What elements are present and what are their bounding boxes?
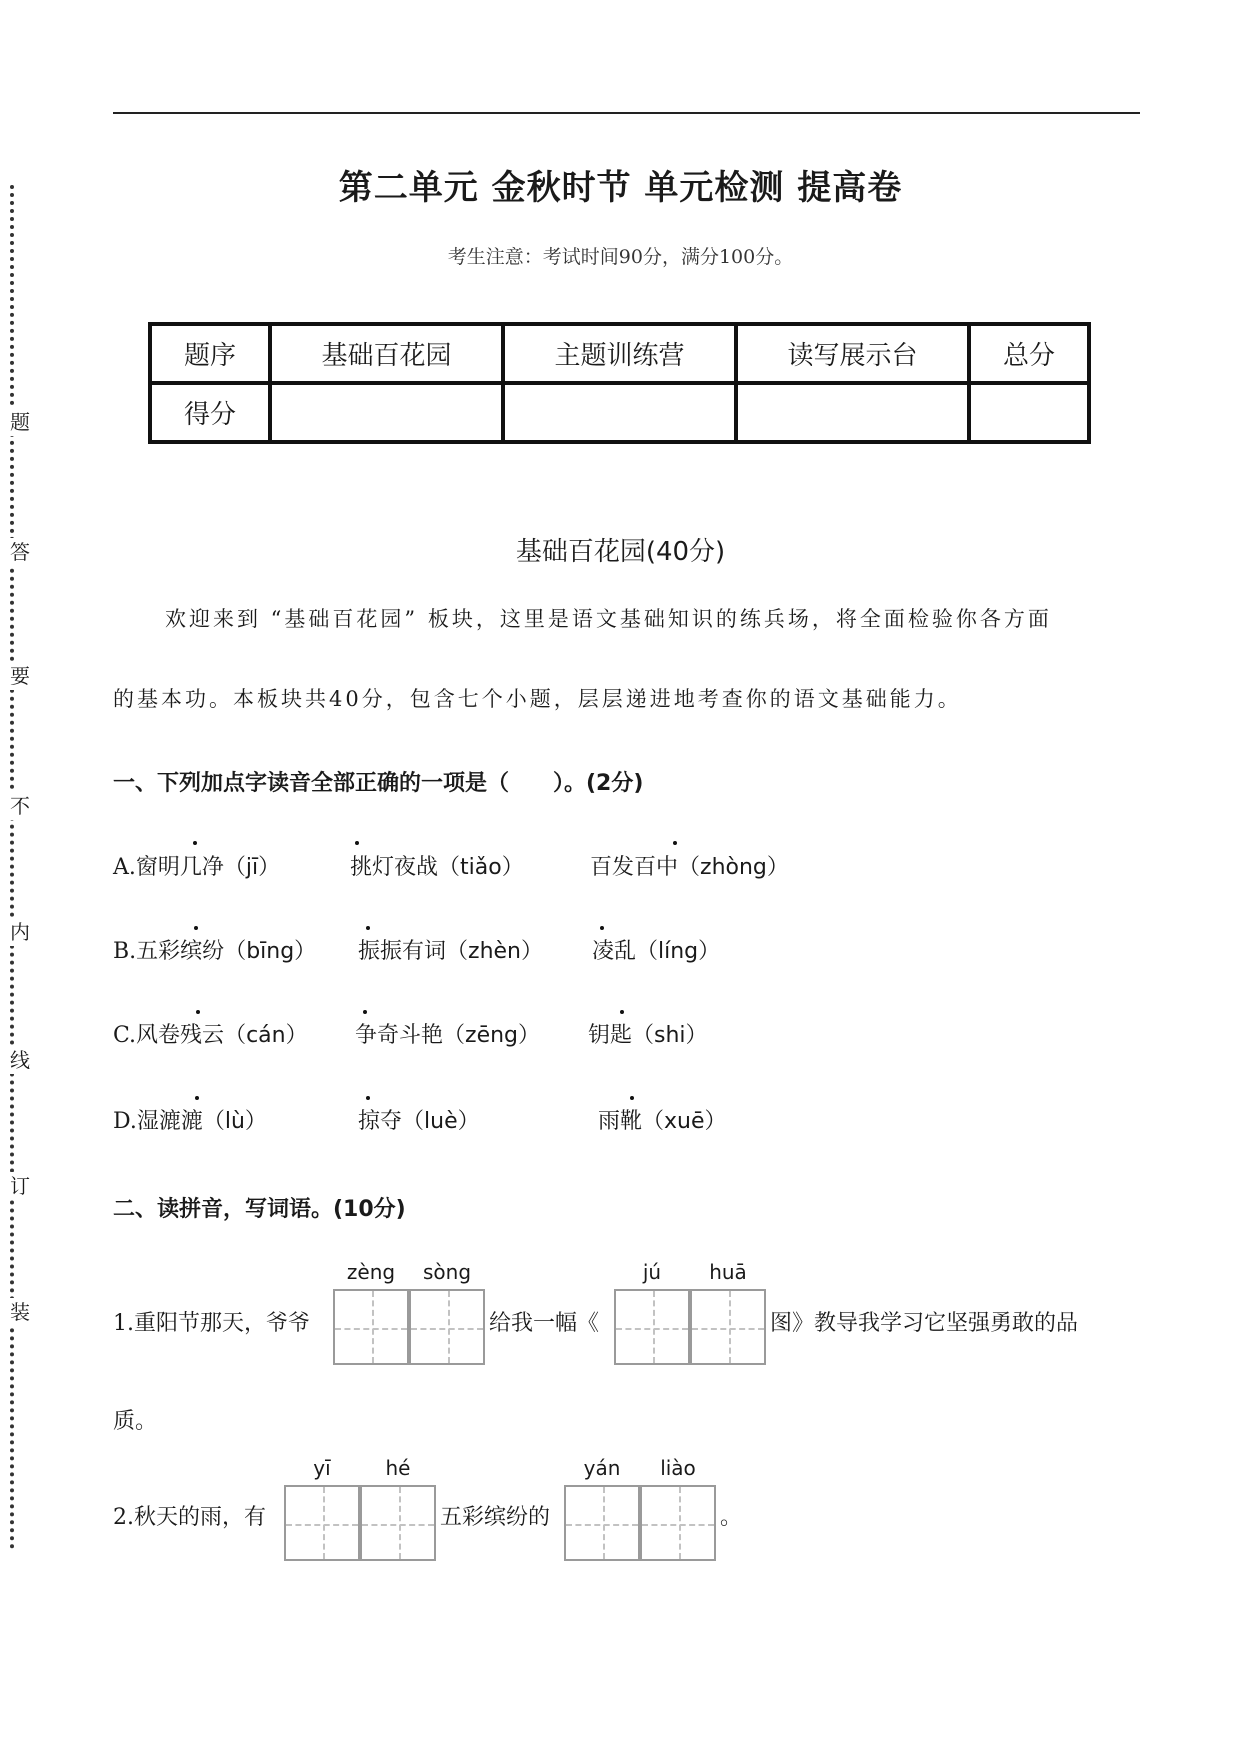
table-header-cell: 读写展示台 xyxy=(736,324,969,383)
writing-box[interactable] xyxy=(564,1485,640,1561)
writing-box[interactable] xyxy=(360,1485,436,1561)
table-header-cell: 总分 xyxy=(969,324,1089,383)
writing-box[interactable] xyxy=(614,1289,690,1365)
pinyin-label: hé xyxy=(385,1456,411,1480)
option-pinyin: （bīng） xyxy=(224,939,317,964)
option-word: 百发百中 xyxy=(590,855,679,880)
sentence-2-start xyxy=(113,1500,266,1531)
option-pinyin: （tiǎo） xyxy=(438,855,524,880)
sentence-text: 五彩缤纷的 xyxy=(440,1505,551,1530)
emphasis-dot xyxy=(630,1096,634,1100)
margin-char: 不 xyxy=(6,792,34,820)
pinyin-label: sòng xyxy=(422,1260,472,1284)
option-word: 雨靴 xyxy=(598,1109,643,1134)
option-word: 凌乱 xyxy=(592,939,637,964)
option-pinyin: （luè） xyxy=(402,1109,480,1134)
table-header-cell: 主题训练营 xyxy=(503,324,736,383)
pinyin-label: huā xyxy=(709,1260,747,1284)
pinyin-label: yī xyxy=(313,1456,331,1480)
option-label: C. xyxy=(113,1023,137,1048)
writing-box[interactable] xyxy=(409,1289,485,1365)
emphasis-dot xyxy=(600,926,604,930)
option-word: 挑灯夜战 xyxy=(350,855,439,880)
option-c[interactable] xyxy=(113,1018,308,1049)
option-pinyin: （zhèn） xyxy=(446,939,543,964)
emphasis-dot xyxy=(673,841,677,845)
option-word: 钥匙 xyxy=(588,1023,633,1048)
option-word: 振振有词 xyxy=(358,939,447,964)
writing-box[interactable] xyxy=(640,1485,716,1561)
margin-char: 装 xyxy=(6,1298,34,1326)
option-b-word-2 xyxy=(358,934,543,965)
option-pinyin: （cán） xyxy=(224,1023,308,1048)
pinyin-label: jú xyxy=(642,1260,662,1284)
emphasis-dot xyxy=(355,841,359,845)
option-c-word-3 xyxy=(588,1018,708,1049)
option-pinyin: （shi） xyxy=(632,1023,708,1048)
emphasis-dot xyxy=(363,1010,367,1014)
margin-char: 题 xyxy=(6,408,34,436)
option-label: B. xyxy=(113,939,137,964)
binding-dotted-line xyxy=(10,185,14,1550)
score-table xyxy=(148,322,1091,444)
sentence-text: 。 xyxy=(720,1505,743,1530)
sentence-text: 质。 xyxy=(113,1409,158,1434)
option-d[interactable] xyxy=(113,1104,267,1135)
option-pinyin: （xuē） xyxy=(642,1109,727,1134)
emphasis-dot xyxy=(194,926,198,930)
sentence-text: 重阳节那天，爷爷 xyxy=(134,1311,311,1336)
emphasis-dot xyxy=(196,1010,200,1014)
option-word: 窗明几净 xyxy=(135,855,224,880)
pinyin-label: liào xyxy=(660,1456,696,1480)
option-d-word-2 xyxy=(358,1104,480,1135)
margin-char: 线 xyxy=(6,1046,34,1074)
sentence-1-start xyxy=(113,1306,310,1337)
emphasis-dot xyxy=(195,1096,199,1100)
option-word: 风卷残云 xyxy=(136,1023,225,1048)
section-intro-line: 的基本功。本板块共40分，包含七个小题，层层递进地考查你的语文基础能力。 xyxy=(113,687,962,711)
margin-char: 内 xyxy=(6,918,34,946)
writing-box[interactable] xyxy=(690,1289,766,1365)
exam-notice: 考生注意：考试时间90分，满分100分。 xyxy=(447,246,794,268)
option-pinyin: （zēng） xyxy=(443,1023,541,1048)
margin-char: 要 xyxy=(6,662,34,690)
score-table-header-row xyxy=(150,324,1089,383)
sentence-text: 秋天的雨，有 xyxy=(134,1505,267,1530)
score-table-row xyxy=(150,383,1089,442)
sentence-number: 1. xyxy=(113,1311,134,1336)
row-label: 得分 xyxy=(150,383,270,442)
option-c-word-2 xyxy=(355,1018,540,1049)
option-b[interactable] xyxy=(113,934,316,965)
section-intro-line: 欢迎来到 “基础百花园” 板块，这里是语文基础知识的练兵场，将全面检验你各方面 xyxy=(165,607,1052,631)
writing-box[interactable] xyxy=(284,1485,360,1561)
option-word: 五彩缤纷 xyxy=(136,939,225,964)
option-label: D. xyxy=(113,1109,137,1134)
option-pinyin: （zhòng） xyxy=(678,855,789,880)
section-title: 基础百花园(40分) xyxy=(515,537,726,567)
margin-char: 答 xyxy=(6,538,34,566)
option-d-word-3 xyxy=(598,1104,727,1135)
option-pinyin: （lù） xyxy=(202,1109,267,1134)
option-word: 掠夺 xyxy=(358,1109,403,1134)
top-rule xyxy=(113,112,1140,114)
margin-char: 订 xyxy=(6,1172,34,1200)
writing-box[interactable] xyxy=(333,1289,409,1365)
option-pinyin: （jī） xyxy=(223,855,281,880)
option-label: A. xyxy=(113,855,136,880)
score-cell[interactable] xyxy=(969,383,1089,442)
sentence-number: 2. xyxy=(113,1505,134,1530)
score-cell[interactable] xyxy=(503,383,736,442)
emphasis-dot xyxy=(366,926,370,930)
page-title: 第二单元 金秋时节 单元检测 提高卷 xyxy=(338,168,903,208)
option-a[interactable] xyxy=(113,850,280,881)
emphasis-dot xyxy=(620,1010,624,1014)
option-word: 湿漉漉 xyxy=(136,1109,203,1134)
table-header-cell: 基础百花园 xyxy=(270,324,503,383)
sentence-text: 图》教导我学习它坚强勇敢的品 xyxy=(770,1311,1079,1336)
option-a-word-2 xyxy=(350,850,524,881)
emphasis-dot xyxy=(366,1096,370,1100)
option-word: 争奇斗艳 xyxy=(355,1023,444,1048)
question-2-title: 二、读拼音，写词语。(10分) xyxy=(113,1197,406,1222)
question-1-title: 一、下列加点字读音全部正确的一项是（ ）。(2分) xyxy=(113,771,644,796)
sentence-text: 给我一幅《 xyxy=(489,1311,600,1336)
table-header-cell: 题序 xyxy=(150,324,270,383)
option-a-word-3 xyxy=(590,850,789,881)
score-cell[interactable] xyxy=(270,383,503,442)
option-pinyin: （líng） xyxy=(636,939,721,964)
score-cell[interactable] xyxy=(736,383,969,442)
emphasis-dot xyxy=(193,841,197,845)
option-b-word-3 xyxy=(592,934,720,965)
pinyin-label: yán xyxy=(583,1456,621,1480)
pinyin-label: zèng xyxy=(346,1260,396,1284)
